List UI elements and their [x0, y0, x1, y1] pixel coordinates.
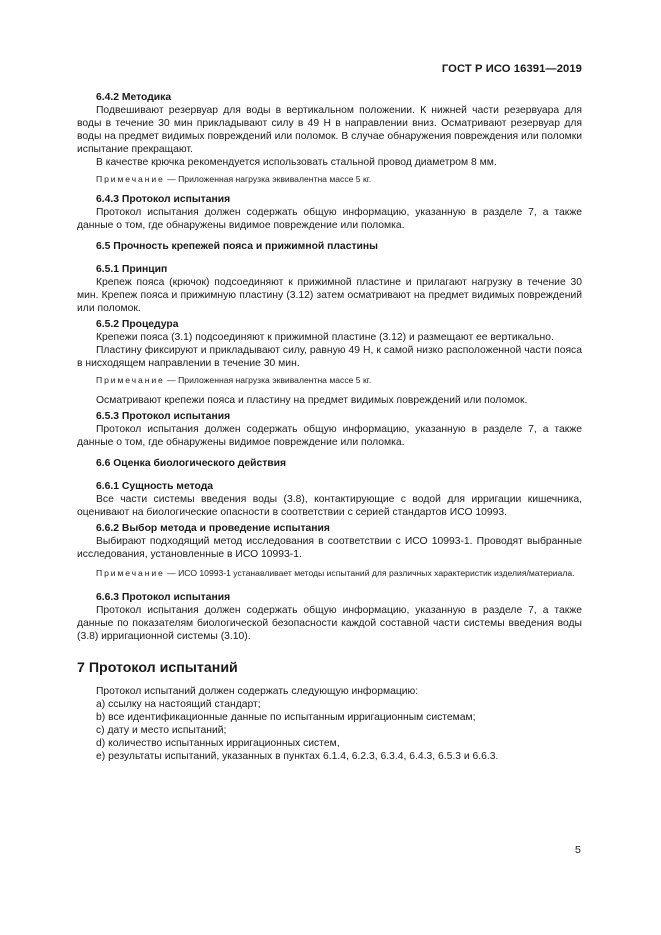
document-body — [77, 91, 582, 763]
note-label: Примечание — [96, 568, 165, 578]
list-item: b) все идентификационные данные по испытанным ирригационным системам; — [96, 712, 476, 723]
paragraph: Крепеж пояса (крючок) подсоединяют к прижимной пластине и прилагают нагрузку в течение 30 мин. Крепеж пояса и прижимную пластину (3.12) затем осматривают на предмет видимых повреждений или поломок. — [77, 277, 582, 314]
heading-section-7: 7 Протокол испытаний — [77, 660, 238, 676]
paragraph: Протокол испытания должен содержать общую информацию, указанную в разделе 7, а также данные о том, где обнаружены видимое повреждение или поломка. — [77, 424, 582, 448]
note — [77, 567, 582, 579]
note-label: Примечание — [96, 174, 165, 184]
paragraph: Крепежи пояса (3.1) подсоединяют к прижимной пластине (3.12) и размещают ее вертикально. — [96, 332, 554, 343]
heading-6-5-3: 6.5.3 Протокол испытания — [96, 411, 231, 422]
heading-6-6: 6.6 Оценка биологического действия — [96, 458, 287, 469]
note-text: — ИСО 10993-1 устанавливает методы испытаний для различных характеристик изделия/материала. — [164, 568, 575, 578]
list-item: e) результаты испытаний, указанных в пунктах 6.1.4, 6.2.3, 6.3.4, 6.4.3, 6.5.3 и 6.6.3. — [96, 751, 499, 762]
list-item: a) ссылку на настоящий стандарт; — [96, 699, 261, 710]
list-item: c) дату и место испытаний; — [96, 725, 227, 736]
note — [77, 374, 582, 386]
document-header: ГОСТ Р ИСО 16391—2019 — [441, 63, 582, 75]
paragraph: Подвешивают резервуар для воды в вертикальном положении. К нижней части резервуара для воды в течение 30 мин прикладывают силу в 49 Н в направлении вниз. Осматривают резервуар для воды на предмет видимых повреждений или поломок. В случае обнаружения повреждения или поломки испытание прекращают. — [77, 105, 582, 155]
paragraph: Выбирают подходящий метод исследования в соответствии с ИСО 10993-1. Проводят выбранные исследования, установленные в ИСО 10993-1. — [77, 536, 582, 560]
heading-6-4-3: 6.4.3 Протокол испытания — [96, 194, 231, 205]
heading-6-5: 6.5 Прочность крепежей пояса и прижимной пластины — [96, 241, 378, 252]
paragraph: Все части системы введения воды (3.8), контактирующие с водой для ирригации кишечника, оценивают на биологические опасности в соответствии с серией стандартов ИСО 10993. — [77, 494, 582, 518]
paragraph: Протокол испытания должен содержать общую информацию, указанную в разделе 7, а также данные о том, где обнаружены видимое повреждение или поломка. — [77, 207, 582, 231]
note-label: Примечание — [96, 375, 165, 385]
heading-6-6-1: 6.6.1 Сущность метода — [96, 481, 214, 492]
paragraph: Осматривают крепежи пояса и пластину на предмет видимых повреждений или поломок. — [96, 395, 528, 406]
paragraph: Протокол испытаний должен содержать следующую информацию: — [96, 686, 419, 697]
paragraph: В качестве крючка рекомендуется использовать стальной провод диаметром 8 мм. — [96, 157, 497, 168]
note-text: — Приложенная нагрузка эквивалентна массе 5 кг. — [164, 174, 372, 184]
heading-6-5-1: 6.5.1 Принцип — [96, 264, 168, 275]
heading-6-6-3: 6.6.3 Протокол испытания — [96, 592, 231, 603]
paragraph: Протокол испытания должен содержать общую информацию, указанную в разделе 7, а также данные по показателям биологической безопасности каждой составной части системы введения воды (3.8) ирригационной системы (3.10). — [77, 605, 582, 642]
note — [77, 173, 582, 185]
list-item: d) количество испытанных ирригационных систем, — [96, 738, 340, 749]
note-text: — Приложенная нагрузка эквивалентна массе 5 кг. — [164, 375, 372, 385]
paragraph: Пластину фиксируют и прикладывают силу, равную 49 Н, к самой низко расположенной части пояса в нисходящем направлении в течение 30 мин. — [77, 345, 582, 369]
heading-6-6-2: 6.6.2 Выбор метода и проведение испытания — [96, 523, 330, 534]
page-number: 5 — [575, 844, 581, 856]
heading-6-4-2: 6.4.2 Методика — [96, 92, 172, 103]
heading-6-5-2: 6.5.2 Процедура — [96, 319, 179, 330]
